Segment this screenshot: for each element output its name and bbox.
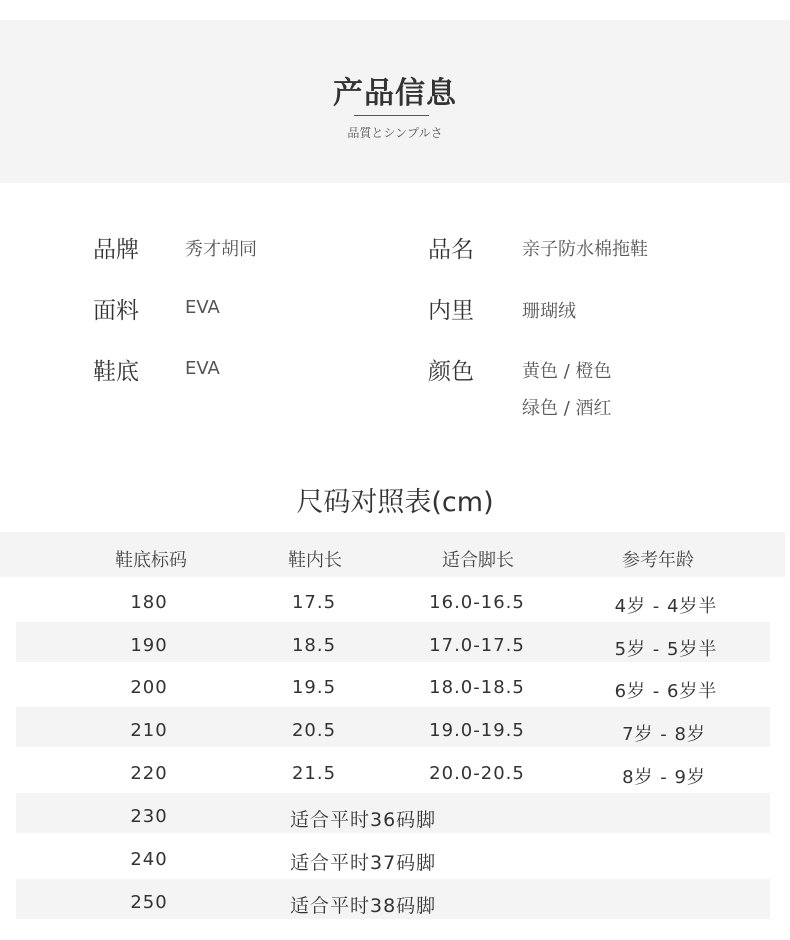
row-230-note: 适合平时36码脚 <box>290 809 437 831</box>
row-220-age: 8岁 - 9岁 <box>622 767 706 788</box>
header-sole-code: 鞋底标码 <box>115 550 187 571</box>
row-180-foot: 16.0-16.5 <box>429 592 525 613</box>
row-230-code: 230 <box>130 806 168 827</box>
row-180-age: 4岁 - 4岁半 <box>614 596 718 617</box>
row-250-code: 250 <box>130 892 168 913</box>
material-value: EVA <box>185 297 220 318</box>
sole-value: EVA <box>185 358 220 379</box>
section-title: 产品信息 <box>333 76 457 111</box>
row-210-code: 210 <box>130 720 168 741</box>
row-180-code: 180 <box>130 592 168 613</box>
sole-label: 鞋底 <box>93 359 139 385</box>
row-190-inner: 18.5 <box>291 635 337 656</box>
row-200-foot: 18.0-18.5 <box>429 677 525 698</box>
row-220-inner: 21.5 <box>291 763 337 784</box>
row-210-foot: 19.0-19.5 <box>429 720 525 741</box>
row-190-age: 5岁 - 5岁半 <box>614 639 718 660</box>
row-210-inner: 20.5 <box>291 720 337 741</box>
header-reference-age: 参考年龄 <box>622 550 694 571</box>
row-220-foot: 20.0-20.5 <box>429 763 525 784</box>
product-name-value: 亲子防水棉拖鞋 <box>522 239 648 260</box>
color-value-line1: 黄色 / 橙色 <box>522 361 612 382</box>
color-value-line2: 绿色 / 酒红 <box>522 398 612 419</box>
row-200-age: 6岁 - 6岁半 <box>614 681 718 702</box>
brand-value: 秀才胡同 <box>185 239 257 260</box>
header-inner-length: 鞋内长 <box>288 550 342 571</box>
row-250-note: 适合平时38码脚 <box>290 895 437 917</box>
row-220-code: 220 <box>130 763 168 784</box>
lining-value: 珊瑚绒 <box>522 301 576 322</box>
size-chart-title: 尺码对照表(cm) <box>296 487 494 518</box>
brand-label: 品牌 <box>93 237 139 263</box>
header-foot-length: 适合脚长 <box>442 550 514 571</box>
row-180-inner: 17.5 <box>291 592 337 613</box>
row-240-note: 适合平时37码脚 <box>290 852 437 874</box>
material-label: 面料 <box>93 298 139 324</box>
row-200-code: 200 <box>130 677 168 698</box>
row-190-code: 190 <box>130 635 168 656</box>
title-divider <box>354 115 429 116</box>
color-label: 颜色 <box>428 359 474 385</box>
lining-label: 内里 <box>428 298 474 324</box>
row-200-inner: 19.5 <box>291 677 337 698</box>
row-210-age: 7岁 - 8岁 <box>622 724 706 745</box>
section-subtitle: 品質とシンプルさ <box>347 126 443 140</box>
row-190-foot: 17.0-17.5 <box>429 635 525 656</box>
product-name-label: 品名 <box>428 237 474 263</box>
row-240-code: 240 <box>130 849 168 870</box>
